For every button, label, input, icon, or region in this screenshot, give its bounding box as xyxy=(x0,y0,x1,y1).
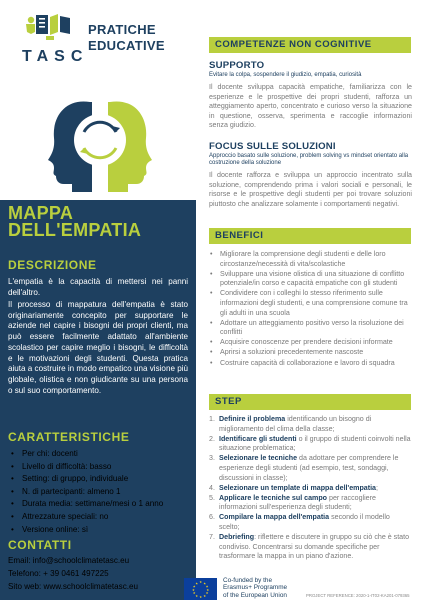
step-item xyxy=(209,494,412,513)
svg-text:★: ★ xyxy=(206,587,210,592)
step-title: Selezionare un template di mappa dell'empatia xyxy=(219,483,377,492)
step-item xyxy=(209,513,412,532)
svg-text:★: ★ xyxy=(192,584,196,589)
descrizione-paragraph-1: L'empatia è la capacità di mettersi nei panni dell'altro. xyxy=(8,277,188,297)
svg-text:★: ★ xyxy=(205,584,209,589)
step-title: Applicare le tecniche sul campo xyxy=(219,493,328,502)
step-text: identificando un bisogno di miglioramento del clima della classe; xyxy=(219,415,372,433)
step-item xyxy=(209,415,412,434)
footer xyxy=(184,577,424,600)
svg-text:★: ★ xyxy=(192,587,195,592)
list-item: • Condividere con i colleghi lo stesso riferimento sulle informazioni degli studenti, e una comprensione comune tra gli adulti in una scuola xyxy=(209,289,412,318)
step-number: 3. xyxy=(209,454,215,463)
contact-block xyxy=(8,555,138,593)
step-heading-bar: STEP xyxy=(209,394,411,410)
contatti-heading: CONTATTI xyxy=(8,538,72,552)
descrizione-heading: DESCRIZIONE xyxy=(8,258,97,272)
step-number: 2. xyxy=(209,434,215,443)
step-text: : riflettere e discutere in gruppo su ciò che è stato condiviso. Concentrarsi su domande specifiche per trasformare la mappa in un piano d'azione. xyxy=(219,533,410,561)
svg-text:★: ★ xyxy=(203,581,207,586)
svg-text:★: ★ xyxy=(205,591,209,596)
list-item: • Migliorare la comprensione degli studenti e delle loro circostanze/necessità di vita/scolastiche xyxy=(209,250,412,269)
step-title: Identificare gli studenti xyxy=(219,434,297,443)
caratteristiche-heading: CARATTERISTICHE xyxy=(8,430,130,444)
step-number: 6. xyxy=(209,513,215,522)
logo-wordmark: TASC xyxy=(22,48,89,65)
step-text: ; xyxy=(376,483,378,492)
supporto-title: SUPPORTO xyxy=(209,60,265,71)
contact-email[interactable]: Email: info@schoolclimatetasc.eu xyxy=(8,556,130,565)
list-item: • Adottare un atteggiamento positivo verso la risoluzione dei conflitti xyxy=(209,319,412,338)
step-title: Selezionare le tecniche xyxy=(219,454,298,463)
list-item: • Livello di difficoltà: basso xyxy=(8,461,163,474)
list-item: • Versione online: sì xyxy=(8,524,163,537)
step-text: da adottare per comprendere le esperienze degli studenti (ad esempio, test, sondaggi, discussioni in classe); xyxy=(219,454,399,482)
competenze-heading-bar: COMPETENZE NON COGNITIVE xyxy=(209,37,411,53)
step-item xyxy=(209,533,412,562)
svg-text:★: ★ xyxy=(195,594,199,598)
list-item: • Acquisire conoscenze per prendere decisioni informate xyxy=(209,338,412,348)
step-list xyxy=(209,415,412,562)
contact-website[interactable]: Sito web: www.schoolclimatetasc.eu xyxy=(8,581,139,591)
two-heads-icon xyxy=(30,88,170,192)
focus-subtitle: Approccio basato sulle soluzione, problem solving vs mindset orientato alla costruzione della soluzione xyxy=(209,153,409,167)
list-item: • Setting: di gruppo, individuale xyxy=(8,473,163,486)
step-title: Compilare la mappa dell'empatia xyxy=(219,513,330,522)
step-item xyxy=(209,454,412,483)
contact-phone[interactable]: Telefono: + 39 0461 497225 xyxy=(8,568,109,578)
tasc-logo xyxy=(22,12,89,70)
step-title: Definire il problema xyxy=(219,415,286,423)
cofund-line2: Erasmus+ Programme xyxy=(223,584,288,592)
focus-title: FOCUS SULLE SOLUZIONI xyxy=(209,141,336,152)
step-text: o il gruppo di studenti coinvolti nella situazione problematica; xyxy=(219,434,411,453)
descrizione-paragraph-2: Il processo di mappatura dell'empatia è stato originariamente concepito per supportare le aziende nel capire i bisogni dei propri clienti, ma può essere facilmente adattato all'ambiente scolastico per capire meglio i bisogni, le difficoltà e le motivazioni degli studenti. Questa pratica aiuta a costruire in modo empatico una visione più globale, olistica e non giudicante su una persona o sul suo comportamento. xyxy=(8,300,188,395)
header-area xyxy=(0,0,196,200)
practice-title-line2: DELL'EMPATIA xyxy=(8,220,142,240)
svg-text:★: ★ xyxy=(192,591,196,596)
cofund-text xyxy=(223,577,287,599)
benefici-heading-bar: BENEFICI xyxy=(209,228,411,244)
benefici-list xyxy=(209,250,412,369)
brand-title-line2: EDUCATIVE xyxy=(88,38,165,53)
list-item: • Attrezzature speciali: no xyxy=(8,511,163,524)
step-number: 1. xyxy=(209,415,215,423)
svg-text:★: ★ xyxy=(203,594,207,598)
practice-title-line1: MAPPA xyxy=(8,203,74,223)
list-item: • Per chi: docenti xyxy=(8,448,163,461)
svg-text:★: ★ xyxy=(199,595,203,599)
practice-title xyxy=(8,205,141,239)
svg-text:★: ★ xyxy=(195,581,199,586)
project-reference: PROJECT REFERENCE: 2020-1-IT02-KA201-079365 xyxy=(306,593,410,598)
svg-text:★: ★ xyxy=(199,580,203,585)
step-item xyxy=(209,435,412,454)
supporto-subtitle: Evitare la colpa, sospendere il giudizio, empatia, curiosità xyxy=(209,72,362,78)
cofund-line3: of the European Union xyxy=(223,591,287,599)
step-number: 4. xyxy=(209,483,215,492)
supporto-text: Il docente sviluppa capacità empatiche, familiarizza con le esperienze e le prospettive dei propri studenti, rafforza un atteggiamento aperto, concentrato e curioso verso la situazione in questione, osserva, sperimenta e raccoglie informazioni senza giudizio. xyxy=(209,83,412,130)
step-text: secondo il modello scelto; xyxy=(219,513,390,532)
step-number: 5. xyxy=(209,493,215,502)
list-item: • Durata media: settimane/mesi o 1 anno xyxy=(8,498,163,511)
list-item: • Aprirsi a soluzioni precedentemente nascoste xyxy=(209,348,412,358)
list-item: • Sviluppare una visione olistica di una situazione di conflitto potenziale/in corso e capacità empatiche con gli studenti xyxy=(209,270,412,289)
cofund-line1: Co-funded by the xyxy=(223,577,273,584)
step-number: 7. xyxy=(209,533,215,542)
list-item: • Costruire capacità di collaborazione e lavoro di squadra xyxy=(209,359,412,369)
brand-title xyxy=(88,22,165,54)
list-item: • N. di partecipanti: almeno 1 xyxy=(8,486,163,499)
step-text: per raccogliere informazioni sull'esperienza degli studenti; xyxy=(219,493,376,512)
step-item xyxy=(209,484,412,494)
brand-title-line1: PRATICHE xyxy=(88,22,156,37)
caratteristiche-list xyxy=(8,448,163,536)
focus-text: Il docente rafforza e sviluppa un approccio incentrato sulla soluzione, comprendendo prima i valori sociali e personali, le risorse e le prospettive degli studenti per poi trovare soluzioni piuttosto che analizzare solamente i comportamenti negativi. xyxy=(209,171,412,208)
eu-flag-icon xyxy=(184,578,217,600)
step-title: Debriefing xyxy=(219,533,255,542)
